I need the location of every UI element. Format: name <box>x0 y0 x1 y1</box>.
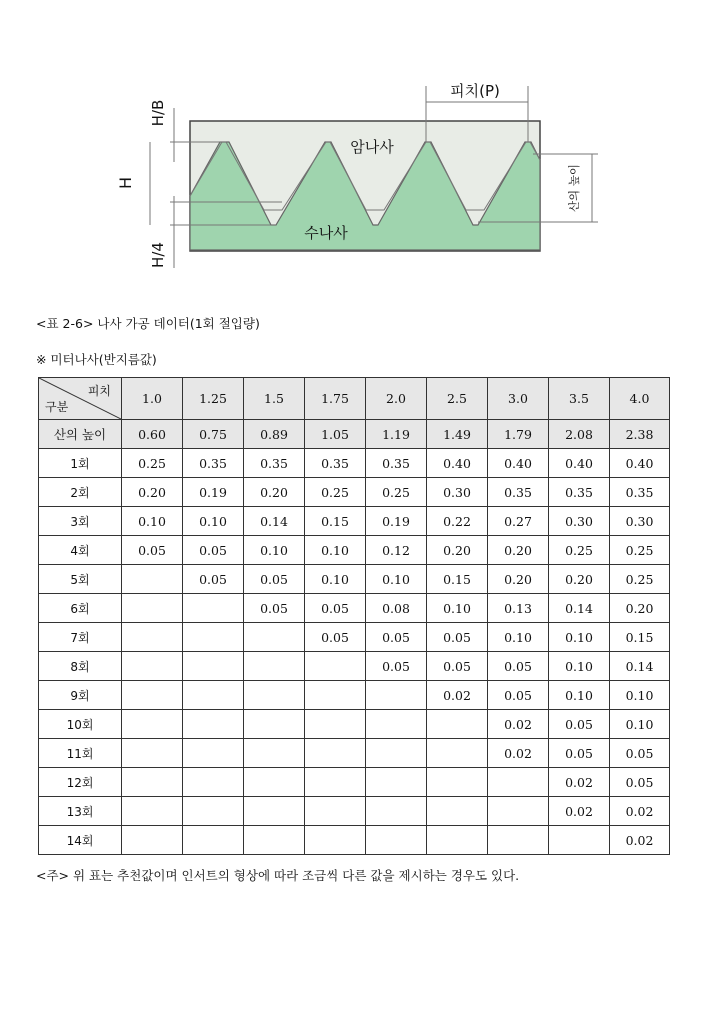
corner-header-cell <box>39 378 122 420</box>
cut-depth-cell: 0.20 <box>488 565 549 594</box>
cut-depth-cell <box>427 768 488 797</box>
thread-height-cell: 2.08 <box>549 420 610 449</box>
pass-row <box>39 739 670 768</box>
pass-row <box>39 507 670 536</box>
cut-depth-cell: 0.10 <box>610 710 670 739</box>
cut-depth-cell: 0.35 <box>305 449 366 478</box>
label-h: H <box>116 176 135 190</box>
cut-depth-cell <box>122 652 183 681</box>
pass-row <box>39 826 670 855</box>
cut-depth-cell <box>305 826 366 855</box>
cut-depth-cell <box>427 739 488 768</box>
cut-depth-cell <box>122 681 183 710</box>
pass-label: 3회 <box>39 507 122 536</box>
cut-depth-cell: 0.25 <box>122 449 183 478</box>
pass-row <box>39 536 670 565</box>
cut-depth-cell: 0.14 <box>244 507 305 536</box>
cut-depth-cell: 0.25 <box>610 536 670 565</box>
cut-depth-cell <box>183 623 244 652</box>
cut-depth-cell: 0.20 <box>122 478 183 507</box>
cut-depth-cell: 0.05 <box>488 652 549 681</box>
thread-height-cell: 1.05 <box>305 420 366 449</box>
table-subtitle: ※ 미터나사(반지름값) <box>36 352 157 367</box>
cut-depth-cell: 0.40 <box>610 449 670 478</box>
cut-depth-cell <box>305 681 366 710</box>
pitch-header-cell: 2.5 <box>427 378 488 420</box>
cut-depth-cell <box>305 652 366 681</box>
thread-height-cell: 2.38 <box>610 420 670 449</box>
pass-row <box>39 594 670 623</box>
table-footnote: <주> 위 표는 추천값이며 인서트의 형상에 따라 조금씩 다른 값을 제시하는 경우도 있다. <box>36 868 520 883</box>
thread-height-row <box>39 420 670 449</box>
cut-depth-cell <box>366 739 427 768</box>
pass-label: 11회 <box>39 739 122 768</box>
cut-depth-cell <box>366 710 427 739</box>
cut-depth-cell <box>305 797 366 826</box>
pitch-header-cell: 2.0 <box>366 378 427 420</box>
cut-depth-cell <box>427 797 488 826</box>
thread-height-cell: 0.89 <box>244 420 305 449</box>
cut-depth-cell: 0.25 <box>610 565 670 594</box>
cut-depth-cell <box>122 826 183 855</box>
cut-depth-cell: 0.15 <box>305 507 366 536</box>
cut-depth-cell: 0.05 <box>366 652 427 681</box>
label-h4: H/4 <box>149 242 167 268</box>
pass-label: 7회 <box>39 623 122 652</box>
pass-row <box>39 565 670 594</box>
cut-depth-cell <box>244 768 305 797</box>
label-female-thread: 암나사 <box>350 138 394 156</box>
cut-depth-cell <box>183 739 244 768</box>
cut-depth-cell: 0.14 <box>610 652 670 681</box>
cut-depth-cell: 0.02 <box>549 768 610 797</box>
cut-depth-cell: 0.05 <box>427 652 488 681</box>
cut-depth-cell <box>305 739 366 768</box>
cut-depth-cell <box>122 797 183 826</box>
cut-depth-cell: 0.05 <box>610 768 670 797</box>
thread-height-label: 산의 높이 <box>39 420 122 449</box>
cut-depth-cell <box>244 739 305 768</box>
pass-row <box>39 652 670 681</box>
pass-label: 12회 <box>39 768 122 797</box>
cutting-depth-table <box>38 377 670 855</box>
cut-depth-cell <box>183 652 244 681</box>
thread-profile-diagram <box>0 0 720 300</box>
cut-depth-cell <box>305 768 366 797</box>
thread-height-cell: 1.79 <box>488 420 549 449</box>
cut-depth-cell: 0.02 <box>610 826 670 855</box>
pass-label: 2회 <box>39 478 122 507</box>
cut-depth-cell <box>488 768 549 797</box>
cut-depth-cell: 0.10 <box>366 565 427 594</box>
cut-depth-cell: 0.05 <box>183 565 244 594</box>
cut-depth-cell: 0.10 <box>305 536 366 565</box>
cut-depth-cell: 0.20 <box>427 536 488 565</box>
cut-depth-cell <box>244 826 305 855</box>
pitch-header-cell: 3.0 <box>488 378 549 420</box>
cut-depth-cell <box>305 710 366 739</box>
cut-depth-cell: 0.14 <box>549 594 610 623</box>
cut-depth-cell: 0.10 <box>549 652 610 681</box>
cut-depth-cell <box>122 768 183 797</box>
cut-depth-cell <box>366 797 427 826</box>
pass-row <box>39 681 670 710</box>
cut-depth-cell: 0.05 <box>488 681 549 710</box>
cut-depth-cell <box>183 710 244 739</box>
cut-depth-cell: 0.15 <box>610 623 670 652</box>
cut-depth-cell: 0.20 <box>244 478 305 507</box>
pitch-header-row <box>39 378 670 420</box>
cut-depth-cell: 0.30 <box>549 507 610 536</box>
cut-depth-cell <box>122 710 183 739</box>
cut-depth-cell <box>183 768 244 797</box>
label-hb: H/B <box>149 99 167 127</box>
cut-depth-cell <box>488 826 549 855</box>
cut-depth-cell: 0.20 <box>610 594 670 623</box>
pitch-header-cell: 1.25 <box>183 378 244 420</box>
cut-depth-cell: 0.35 <box>366 449 427 478</box>
cut-depth-cell: 0.05 <box>244 565 305 594</box>
pass-label: 9회 <box>39 681 122 710</box>
thread-height-cell: 1.19 <box>366 420 427 449</box>
cut-depth-cell: 0.05 <box>366 623 427 652</box>
cut-depth-cell: 0.10 <box>305 565 366 594</box>
cut-depth-cell: 0.35 <box>549 478 610 507</box>
cut-depth-cell: 0.10 <box>488 623 549 652</box>
cut-depth-cell <box>244 797 305 826</box>
cut-depth-cell: 0.35 <box>610 478 670 507</box>
cut-depth-cell: 0.05 <box>305 623 366 652</box>
pass-label: 8회 <box>39 652 122 681</box>
cut-depth-cell: 0.05 <box>549 710 610 739</box>
pass-row <box>39 623 670 652</box>
cut-depth-cell: 0.25 <box>305 478 366 507</box>
cut-depth-cell <box>244 710 305 739</box>
cut-depth-cell: 0.05 <box>427 623 488 652</box>
pass-label: 5회 <box>39 565 122 594</box>
cut-depth-cell: 0.10 <box>122 507 183 536</box>
cut-depth-cell <box>183 797 244 826</box>
cut-depth-cell: 0.40 <box>427 449 488 478</box>
cut-depth-cell: 0.10 <box>549 623 610 652</box>
cut-depth-cell: 0.05 <box>549 739 610 768</box>
cut-depth-cell: 0.40 <box>549 449 610 478</box>
cut-depth-cell: 0.19 <box>366 507 427 536</box>
pitch-header-cell: 1.5 <box>244 378 305 420</box>
corner-label-category: 구분 <box>45 400 69 414</box>
cut-depth-cell: 0.10 <box>427 594 488 623</box>
cut-depth-cell: 0.02 <box>427 681 488 710</box>
pitch-header-cell: 4.0 <box>610 378 670 420</box>
cut-depth-cell: 0.12 <box>366 536 427 565</box>
cut-depth-cell: 0.22 <box>427 507 488 536</box>
pass-row <box>39 797 670 826</box>
cut-depth-cell <box>244 652 305 681</box>
cut-depth-cell <box>427 710 488 739</box>
cut-depth-cell: 0.25 <box>366 478 427 507</box>
pass-label: 6회 <box>39 594 122 623</box>
thread-height-cell: 1.49 <box>427 420 488 449</box>
cut-depth-cell: 0.02 <box>488 710 549 739</box>
pass-label: 1회 <box>39 449 122 478</box>
cut-depth-cell <box>122 594 183 623</box>
cut-depth-cell <box>366 681 427 710</box>
cut-depth-cell <box>122 565 183 594</box>
cut-depth-cell: 0.10 <box>610 681 670 710</box>
cut-depth-cell: 0.27 <box>488 507 549 536</box>
pass-row <box>39 710 670 739</box>
cut-depth-cell: 0.30 <box>610 507 670 536</box>
pass-label: 14회 <box>39 826 122 855</box>
cut-depth-cell: 0.05 <box>122 536 183 565</box>
cut-depth-cell <box>366 826 427 855</box>
cut-depth-cell: 0.08 <box>366 594 427 623</box>
cut-depth-cell: 0.30 <box>427 478 488 507</box>
cut-depth-cell: 0.02 <box>610 797 670 826</box>
cut-depth-cell <box>183 826 244 855</box>
cut-depth-cell <box>244 623 305 652</box>
cut-depth-cell: 0.35 <box>244 449 305 478</box>
cut-depth-cell <box>488 797 549 826</box>
pass-label: 13회 <box>39 797 122 826</box>
cut-depth-cell <box>366 768 427 797</box>
cut-depth-cell: 0.20 <box>549 565 610 594</box>
cut-depth-cell: 0.35 <box>488 478 549 507</box>
label-pitch: 피치(P) <box>450 82 500 100</box>
cut-depth-cell <box>122 739 183 768</box>
label-male-thread: 수나사 <box>304 224 348 242</box>
cut-depth-cell: 0.05 <box>305 594 366 623</box>
pitch-header-cell: 1.0 <box>122 378 183 420</box>
cut-depth-cell: 0.05 <box>610 739 670 768</box>
cut-depth-cell: 0.15 <box>427 565 488 594</box>
pass-label: 10회 <box>39 710 122 739</box>
cut-depth-cell: 0.35 <box>183 449 244 478</box>
thread-height-cell: 0.60 <box>122 420 183 449</box>
cut-depth-cell: 0.10 <box>183 507 244 536</box>
cut-depth-cell <box>549 826 610 855</box>
pass-label: 4회 <box>39 536 122 565</box>
cut-depth-cell: 0.25 <box>549 536 610 565</box>
cut-depth-cell: 0.19 <box>183 478 244 507</box>
cut-depth-cell <box>122 623 183 652</box>
pitch-header-cell: 1.75 <box>305 378 366 420</box>
corner-label-pitch: 피치 <box>87 384 111 398</box>
cut-depth-cell: 0.13 <box>488 594 549 623</box>
table-title: <표 2-6> 나사 가공 데이터(1회 절입량) <box>36 316 260 331</box>
label-thread-height: 산의 높이 <box>567 163 581 213</box>
cut-depth-cell: 0.05 <box>244 594 305 623</box>
cut-depth-cell <box>244 681 305 710</box>
cut-depth-cell <box>427 826 488 855</box>
cut-depth-cell <box>183 594 244 623</box>
cut-depth-cell: 0.10 <box>244 536 305 565</box>
cut-depth-cell: 0.10 <box>549 681 610 710</box>
pass-row <box>39 478 670 507</box>
cut-depth-cell: 0.05 <box>183 536 244 565</box>
pass-row <box>39 449 670 478</box>
cut-depth-cell <box>183 681 244 710</box>
cut-depth-cell: 0.02 <box>488 739 549 768</box>
pitch-header-cell: 3.5 <box>549 378 610 420</box>
pass-row <box>39 768 670 797</box>
cut-depth-cell: 0.02 <box>549 797 610 826</box>
thread-height-cell: 0.75 <box>183 420 244 449</box>
cut-depth-cell: 0.20 <box>488 536 549 565</box>
cut-depth-cell: 0.40 <box>488 449 549 478</box>
